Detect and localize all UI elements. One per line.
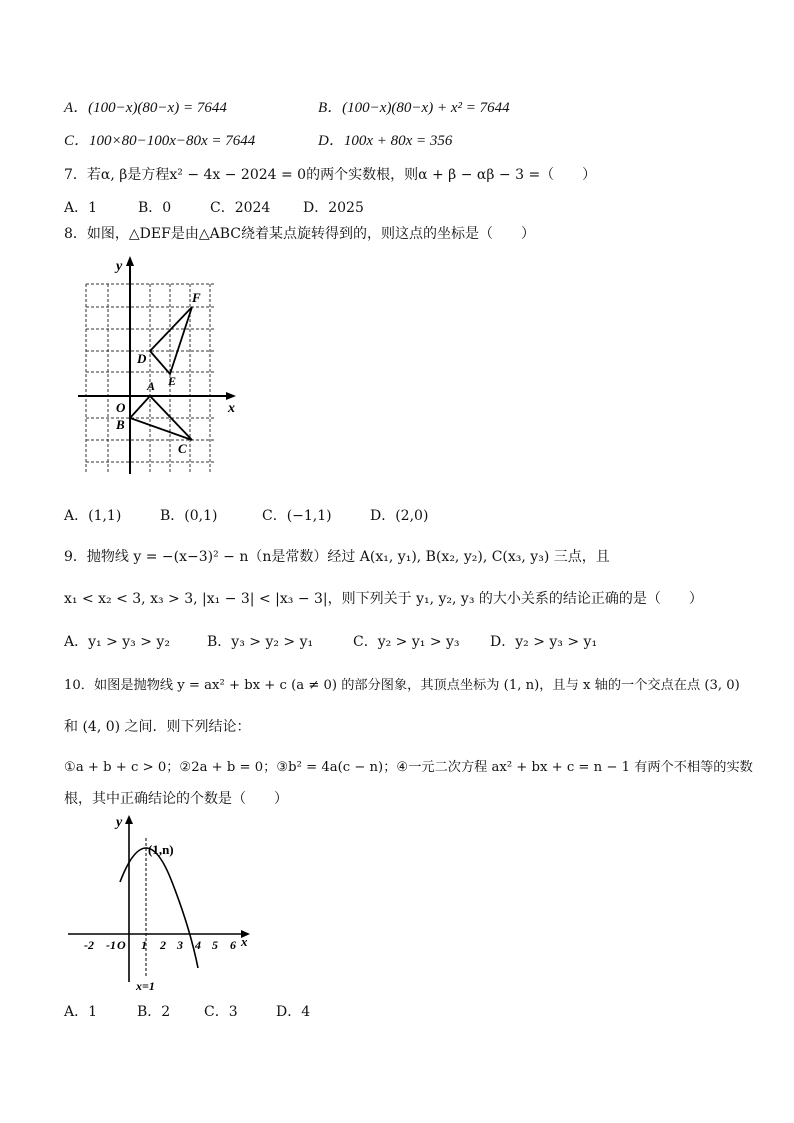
q8-label-f: F xyxy=(192,290,201,305)
q8-label-c: C xyxy=(178,441,187,456)
q10-stem-line1: 10．如图是抛物线 y = ax² + bx + c (a ≠ 0) 的部分图象，其顶点坐标为 (1, n)，且与 x 轴的一个交点在点 (3, 0) xyxy=(64,678,740,693)
triangle-def xyxy=(150,307,192,374)
q7-option-c[interactable]: C．2024 xyxy=(210,200,271,216)
q6-option-b[interactable]: B．(100−x)(80−x) + x² = 7644 xyxy=(318,100,510,116)
q10-tick-neg1: -1 xyxy=(106,938,116,952)
q8-label-o: O xyxy=(116,400,126,415)
q9-option-c[interactable]: C．y₂ > y₁ > y₃ xyxy=(353,634,460,650)
q9-option-a[interactable]: A．y₁ > y₃ > y₂ xyxy=(64,634,170,650)
q10-stem-line3: ①a + b + c > 0；②2a + b = 0；③b² = 4a(c − n)；④一元二次方程 ax² + bx + c = n − 1 有两个不相等的实数 xyxy=(64,760,753,775)
q10-label-vertex: (1,n) xyxy=(148,842,174,857)
q10-label-y: y xyxy=(116,815,123,830)
q8-y-arrow xyxy=(126,256,134,266)
q8-label-e: E xyxy=(168,374,177,388)
q8-stem: 8．如图，△DEF是由△ABC绕着某点旋转得到的，则这点的坐标是（ ） xyxy=(64,226,535,242)
q8-label-y: y xyxy=(116,259,123,274)
q10-tick-6: 6 xyxy=(230,938,236,952)
q8-label-d: D xyxy=(137,351,147,366)
q10-option-b[interactable]: B．2 xyxy=(137,1004,171,1020)
q10-label-axis: x=1 xyxy=(136,979,155,993)
q9-option-d[interactable]: D．y₂ > y₃ > y₁ xyxy=(490,634,598,650)
q10-tick-3: 3 xyxy=(177,938,183,952)
q6-option-a[interactable]: A．(100−x)(80−x) = 7644 xyxy=(64,100,227,116)
q10-y-arrow xyxy=(125,815,133,824)
q10-tick-5: 5 xyxy=(212,938,218,952)
q10-parabola-figure xyxy=(60,810,260,995)
q8-option-a[interactable]: A．(1,1) xyxy=(64,508,122,524)
q10-tick-origin: O xyxy=(117,938,126,952)
q7-stem: 7．若α, β是方程x² − 4x − 2024 = 0的两个实数根，则α + β − αβ − 3 =（ ） xyxy=(64,167,597,183)
q10-tick-1: 1 xyxy=(141,938,147,952)
q8-x-arrow xyxy=(226,392,236,400)
q10-stem-line2: 和 (4, 0) 之间．则下列结论： xyxy=(64,719,251,735)
q10-option-d[interactable]: D．4 xyxy=(276,1004,311,1020)
q10-option-c[interactable]: C．3 xyxy=(204,1004,238,1020)
q10-tick-neg2: -2 xyxy=(84,938,94,952)
q10-tick-4: 4 xyxy=(195,938,201,952)
q6-option-c[interactable]: C．100×80−100x−80x = 7644 xyxy=(64,133,256,149)
q10-tick-2: 2 xyxy=(160,938,166,952)
q9-stem-line1: 9．抛物线 y = −(x−3)² − n（n是常数）经过 A(x₁, y₁), B(x₂, y₂), C(x₃, y₃) 三点，且 xyxy=(64,549,610,565)
q8-label-b: B xyxy=(116,417,125,432)
q8-label-a: A xyxy=(147,379,156,393)
q10-parabola-curve xyxy=(120,848,198,968)
q10-label-x: x xyxy=(241,934,248,949)
q8-label-x: x xyxy=(228,401,235,416)
q10-option-a[interactable]: A．1 xyxy=(64,1004,98,1020)
q8-grid-figure xyxy=(64,252,254,477)
q10-tick-labels xyxy=(84,938,236,952)
q7-option-a[interactable]: A．1 xyxy=(64,200,98,216)
q8-option-b[interactable]: B．(0,1) xyxy=(160,508,218,524)
q7-option-b[interactable]: B．0 xyxy=(138,200,172,216)
q8-option-c[interactable]: C．(−1,1) xyxy=(262,508,332,524)
q9-option-b[interactable]: B．y₃ > y₂ > y₁ xyxy=(207,634,314,650)
q6-option-d[interactable]: D．100x + 80x = 356 xyxy=(318,133,453,149)
q10-stem-line4: 根，其中正确结论的个数是（ ） xyxy=(64,791,288,807)
q8-option-d[interactable]: D．(2,0) xyxy=(370,508,429,524)
q7-option-d[interactable]: D．2025 xyxy=(303,200,364,216)
q9-stem-line2: x₁ < x₂ < 3, x₃ > 3, |x₁ − 3| < |x₃ − 3|，则下列关于 y₁, y₂, y₃ 的大小关系的结论正确的是（ ） xyxy=(64,591,703,607)
q8-grid-lines xyxy=(86,284,214,472)
q8-axes xyxy=(78,260,232,474)
